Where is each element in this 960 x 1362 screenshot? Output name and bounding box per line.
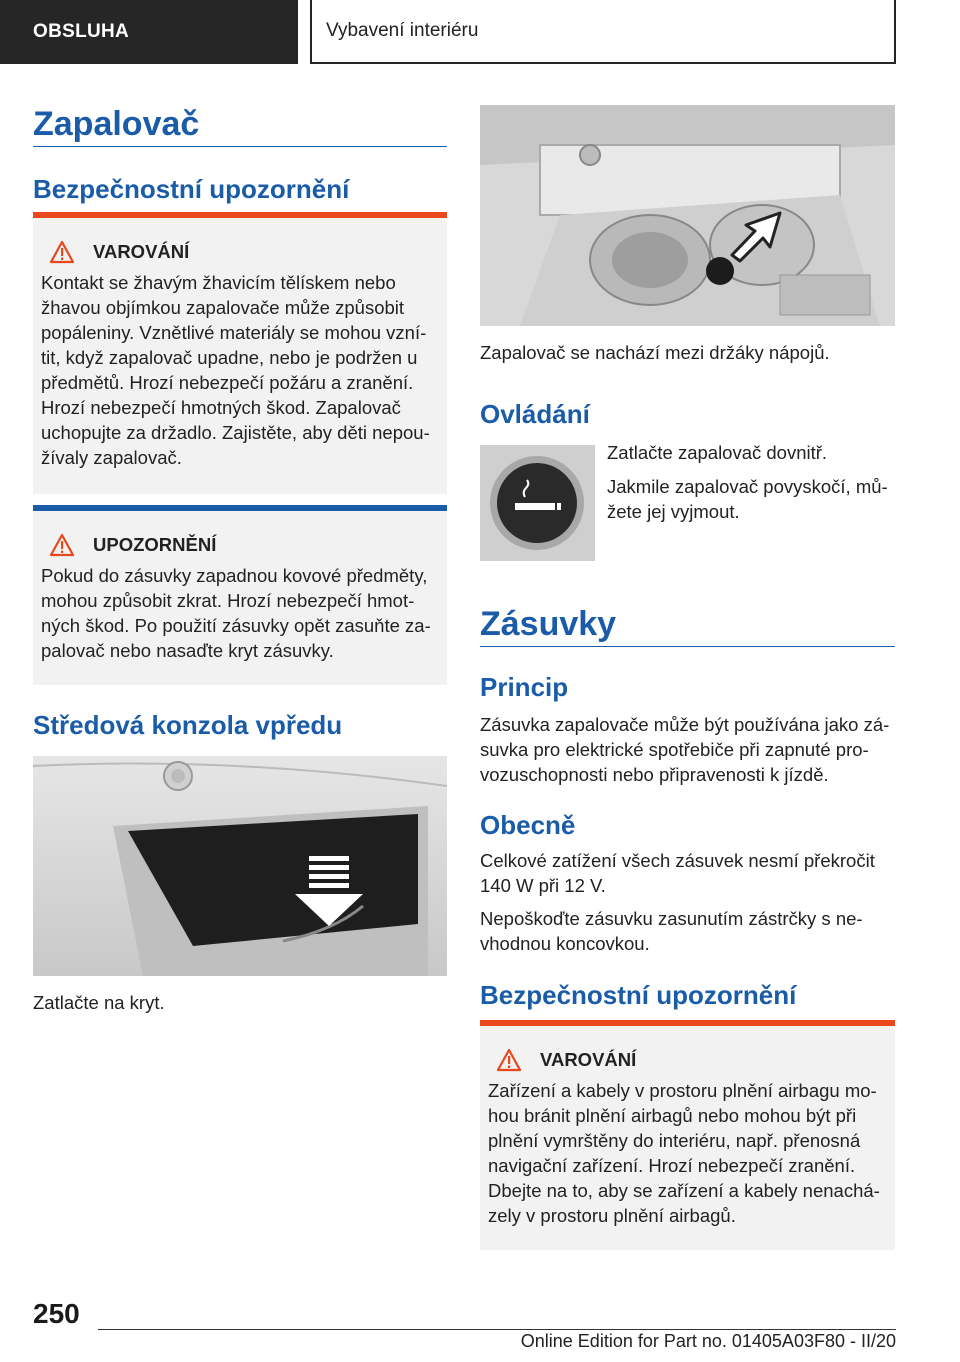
sockets-warning-text: Zařízení a kabely v prostoru plnění airbagu mo-hou bránit plnění airbagů nebo mohou být při plnění vymrštěny do interiéru, např. přenosná navigační zařízení. Hrozí nebezpečí zranění. Dbejte na to, aby se zařízení a kabely nenachá-zely v prostoru plnění airbagů. [488, 1080, 880, 1226]
sockets-title: Zásuvky [480, 605, 617, 643]
lighter-location-image [480, 105, 895, 326]
page-title: Zapalovač [33, 105, 200, 143]
footer-rule [98, 1329, 896, 1330]
general-heading: Obecně [480, 810, 576, 840]
sockets-rule [480, 646, 895, 647]
page-header [0, 0, 960, 66]
warning-triangle-icon [49, 240, 75, 264]
lighter-caption: Zapalovač se nachází mezi držáky nápojů. [480, 342, 830, 363]
general-text-1: Celkové zatížení všech zásuvek nesmí překročit 140 W při 12 V. [480, 850, 875, 896]
operation-step-2: Jakmile zapalovač povyskočí, mů-žete jej vyjmout. [607, 476, 888, 522]
warning-text: Kontakt se žhavým žhavicím tělískem nebo žhavou objímkou zapalovače může způsobit popáleniny. Vznětlivé materiály se mohou vzní-tit, když zapalovač upadne, nebo je podržen u předmětů. Hrozí nebezpečí požáru a zranění. Hrozí nebezpečí hmotných škod. Zapalovač uchopujte za držadlo. Zajistěte, aby děti nepou-žívaly zapalovač. [41, 272, 430, 468]
lighter-button-image [480, 445, 595, 561]
operation-heading: Ovládání [480, 399, 590, 429]
warning-triangle-icon [496, 1048, 522, 1072]
sockets-warning-header [488, 1046, 887, 1074]
chapter-title: Vybavení interiéru [310, 0, 896, 64]
notice-header [41, 531, 439, 559]
warning-box [33, 212, 447, 494]
cigarette-icon [515, 503, 555, 510]
operation-step-1: Zatlačte zapalovač dovnitř. [607, 442, 828, 463]
notice-label: UPOZORNĚNÍ [93, 534, 217, 555]
principle-text: Zásuvka zapalovače může být používána jako zá-suvka pro elektrické spotřebiče při zapnuté pro-vozuschopnosti nebo připravenosti k jízdě. [480, 714, 890, 785]
page-number: 250 [33, 1298, 80, 1329]
edition-note: Online Edition for Part no. 01405A03F80 - II/20 [520, 1331, 896, 1351]
sockets-safety-heading: Bezpečnostní upozornění [480, 980, 797, 1010]
sockets-warning-label: VAROVÁNÍ [540, 1049, 637, 1070]
principle-heading: Princip [480, 672, 569, 702]
warning-triangle-icon [49, 533, 75, 557]
console-heading: Středová konzola vpředu [33, 710, 343, 740]
notice-box [33, 505, 447, 685]
notice-text: Pokud do zásuvky zapadnou kovové předměty, mohou způsobit zkrat. Hrozí nebezpečí hmot-ných škod. Po použití zásuvky opět zasuňte za-palovač nebo nasaďte kryt zásuvky. [41, 565, 431, 661]
console-caption: Zatlačte na kryt. [33, 992, 165, 1013]
safety-heading: Bezpečnostní upozornění [33, 174, 350, 204]
general-text-2: Nepoškoďte zásuvku zasunutím zástrčky s ne-vhodnou koncovkou. [480, 908, 863, 954]
title-rule [33, 146, 447, 147]
console-cover-image [33, 756, 447, 976]
section-tab: OBSLUHA [0, 0, 298, 64]
warning-label: VAROVÁNÍ [93, 241, 190, 262]
warning-header [41, 238, 439, 266]
sockets-warning-box [480, 1020, 895, 1250]
